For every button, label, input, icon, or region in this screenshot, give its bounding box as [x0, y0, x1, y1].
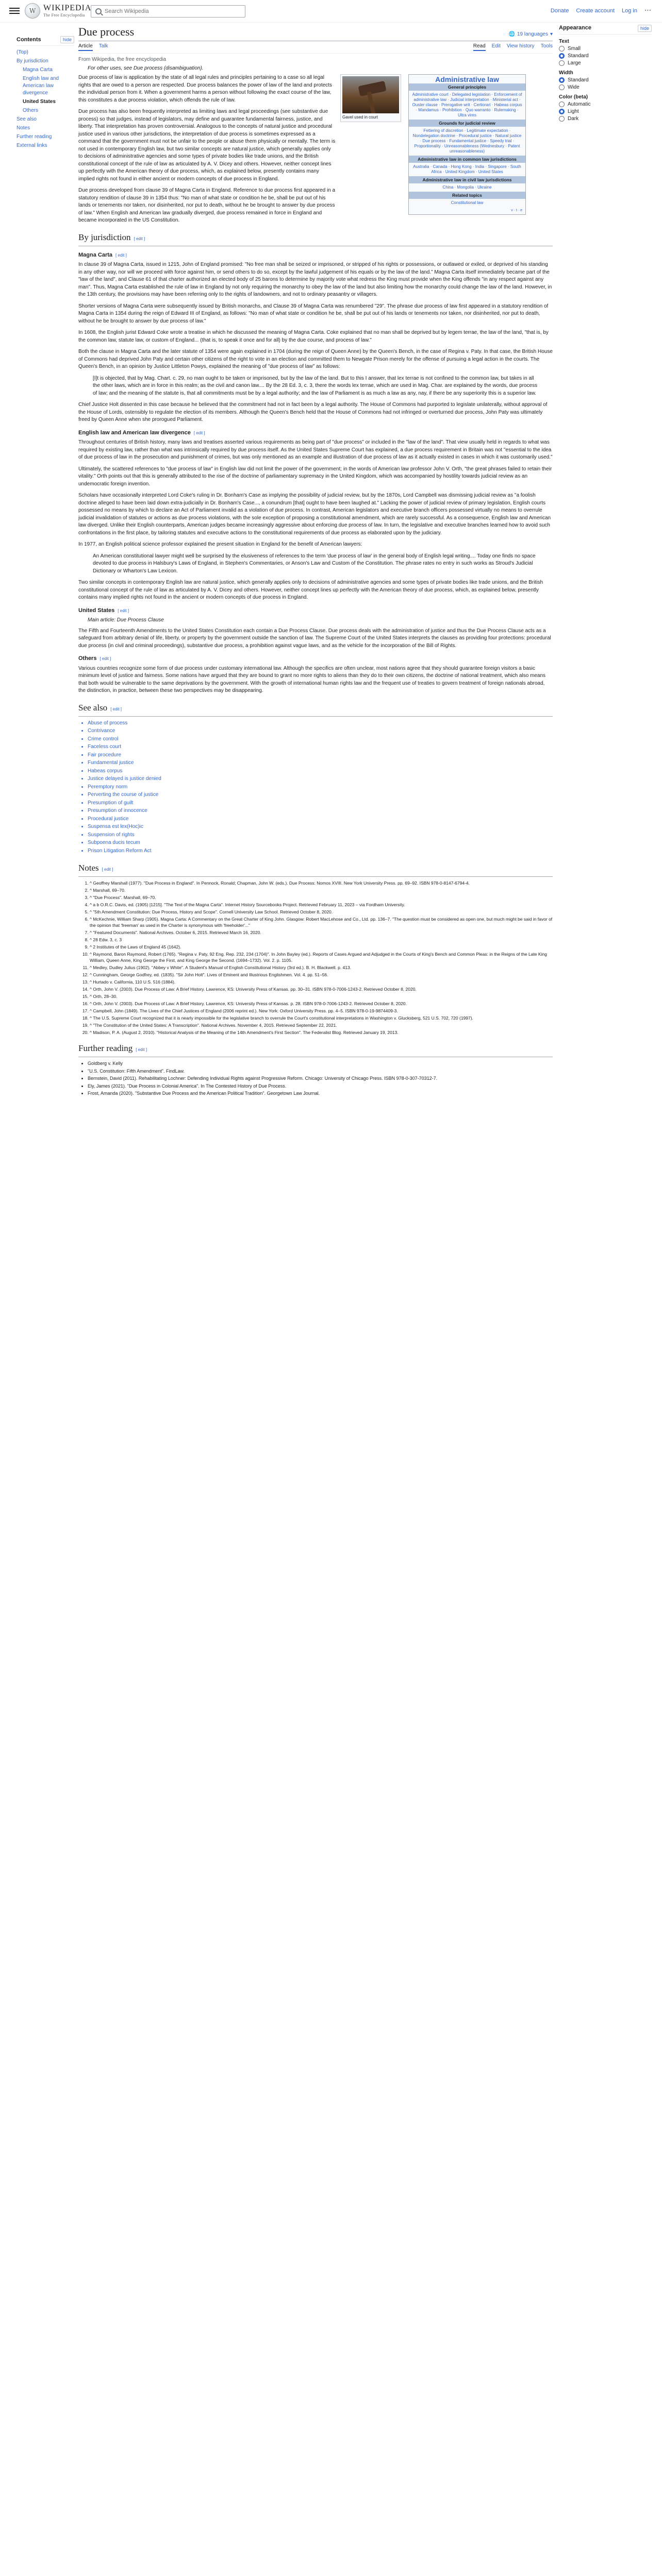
toc-item[interactable] [16, 66, 74, 74]
toc-item-label: Further reading [16, 134, 52, 140]
tab-talk[interactable]: Talk [98, 43, 108, 49]
see-also-item[interactable]: • Suspensa est lex(Hoc)ic [88, 823, 553, 831]
notes-list [78, 880, 553, 1036]
wikipedia-logo[interactable] [25, 3, 91, 19]
note-item: 10. ^ Raymond, Baron Raymond, Robert (1765). "Regina v. Paty, 92 Eng. Rep. 232, 234 (1704)". In John Bayley (ed.). Reports of Cases Argued and Adjudged in the Courts of King's Bench and Common Pleas: in the Reigns of the Late King William, Queen Anne, King George the First, and King George the Second. (1694–1732). Vol. 2. p. 1105. [90, 951, 553, 963]
note-item: 4. ^ a b O.R.C. Davis, ed. (1905) [1215]. "The Text of the Magna Carta". Internet History Sourcebooks Project. Retrieved February 11, 2023 – via Fordham University. [90, 902, 553, 908]
site-header [0, 0, 662, 23]
paragraph: Ultimately, the scattered references to "due process of law" in English law did not limit the power of the government; in the words of American law professor John V. Orth, "the great phrases failed to retain their vitality." Orth points out that this is generally attributed to the rise of the doctrine of parliamentary supremacy in the United Kingdom, which was accompanied by hostility towards judicial review as an undemocratic foreign invention. [78, 466, 552, 487]
see-also-item[interactable]: • Justice delayed is justice denied [88, 775, 553, 783]
note-item: 1. ^ Geoffrey Marshall (1977). "Due Process in England". In Pennock, Ronald; Chapman, John W. (eds.). Due Process: Nomos XVIII. New York University Press. pp. 69–92. ISBN 978-0-8147-6794-4. [90, 880, 553, 886]
paragraph: Throughout centuries of British history, many laws and treatises asserted various requirements as being part of "due process" or included in the "law of the land". That view usually held in regards to what was required by existing law, rather than what was intrinsically required by due process itself. As the United States Supreme Court has explained, a due process requirement in Britain was not "essential to the idea of due process of law in the prosecution and punishment of crimes, but was only mentioned as an example and illustration of due process of law as it actually existed in cases in which it was customarily used." [78, 439, 553, 460]
navbox-group-header: Grounds for judicial review [409, 120, 525, 127]
toc-item-label: Others [23, 108, 39, 113]
note-item: 2. ^ Marshall, 69–70. [90, 887, 553, 893]
note-item: 14. ^ Orth, John V. (2003). Due Process of Law: A Brief History. Lawrence, KS: University Press of Kansas. pp. 30–31. ISBN 978-0-7006-1243-2. Retrieved October 8, 2020. [90, 986, 553, 992]
edit-section-link[interactable]: [ edit ] [136, 1047, 147, 1052]
more-options-icon[interactable]: ⋯ [644, 6, 652, 14]
further-reading-item: • Goldberg v. Kelly [88, 1060, 553, 1067]
note-item: 6. ^ McKechnie, William Sharp (1905). Magna Carta: A Commentary on the Great Charter of King John. Glasgow: Robert MacLehose and Co., Ltd. pp. 136–7. "The question must be considered as open one, but much might be said in favor of the opinion that 'freeman' as used in the Charter is synonymous with 'freeholder'..." [90, 916, 553, 928]
appearance-option-label: Wide [568, 84, 580, 90]
section-title: Further reading [78, 1043, 133, 1053]
toc-item[interactable] [16, 49, 74, 56]
appearance-group [559, 70, 652, 90]
see-also-item[interactable]: • Perverting the course of justice [88, 791, 553, 799]
further-reading-item: • Bernstein, David (2011). Rehabilitating Lochner: Defending Individual Rights against Progressive Reform. Chicago: University of Chicago Press. ISBN 978-0-307-70312-7. [88, 1075, 553, 1082]
appearance-option[interactable] [559, 77, 652, 83]
toc-item-label: See also [16, 116, 37, 122]
appearance-group [559, 94, 652, 122]
edit-section-link[interactable]: [ edit ] [193, 430, 205, 435]
appearance-group-label: Width [559, 70, 573, 76]
see-also-item[interactable]: • Fundamental justice [88, 759, 553, 767]
lede-paragraph: Due process developed from clause 39 of Magna Carta in England. Reference to due process first appeared in a statutory rendition of clause 39 in 1354 thus: "No man of what state or condition he be, shall be put out of his lands or tenements nor taken, nor disinherited, nor put to death, without he be brought to answer by due process of law." When English and American law gradually diverged, due process remained in force in England and became incorporated in the US Constitution. [78, 188, 336, 223]
edit-section-link[interactable]: [ edit ] [110, 706, 122, 711]
paragraph: Scholars have occasionally interpreted Lord Coke's ruling in Dr. Bonham's Case as implying the possibility of judicial review, but by the 1870s, Lord Campbell was dismissing judicial review as "a foolish doctrine alleged to have been laid down extra-judicially in Dr. Bonham's Case..., a conundrum [that] ought to have been laughed at." Lacking the power of judicial review of primary legislation, English courts possessed no means by which to declare an Act of Parliament invalid as a violation of due process. In contrast, American legislators and executive branch officers possessed virtually no means to overrule judicial invalidation of statutes or actions as due process violations, with the sole exception of proposing a constitutional amendment, which are rarely successful. As a consequence, English law and American law diverged. Unlike their English counterparts, American judges became increasingly aggressive about enforcing due process of law. In turn, the legislative and executive branches learned how to avoid such confrontations in the first place, by tailoring statutes and executive actions to the constitutional requirements of due process as elaborated upon by the judiciary. [78, 493, 551, 536]
paragraph: In clause 39 of Magna Carta, issued in 1215, John of England promised: "No free man shall be seized or imprisoned, or stripped of his rights or possessions, or outlawed or exiled, or deprived of his standing in any other way, nor will we proceed with force against him, or send others to do so, except by the lawful judgement of his equals or by the law of the land." Magna Carta itself immediately became part of the "law of the land", and Clause 61 of that charter authorized an elected body of 25 barons to determine by majority vote what redress the King must provide when the King offends "in any respect against any man". Thus, Magna Carta established the rule of law in England by not only requiring the monarchy to obey the law of the land but also limiting how the monarchy could change the law of the land. However, in the 13th century, the provisions may have been referring only to the rights of landowners, and not to ordinary peasantry or villagers. [78, 262, 552, 297]
note-item: 13. ^ Hurtado v. California, 110 U.S. 516 (1884). [90, 979, 553, 985]
appearance-group-label: Text [559, 39, 569, 44]
note-item: 11. ^ Medley, Dudley Julius (1902). "Abbey v White". A Student's Manual of English Constitutional History (3rd ed.). B. H. Blackwell. p. 413. [90, 964, 553, 971]
note-item: 17. ^ Campbell, John (1849). The Lives of the Chief Justices of England (2006 reprint ed.). New York: Oxford University Press. pp. 4–5. ISBN 978-0-19-9874409-3. [90, 1008, 553, 1014]
main-menu-button[interactable] [9, 6, 20, 16]
block-quote: [I]t is objected, that by Mag. Chart. c. 29, no man ought to be taken or imprisoned, but by the law of the land. But to this I answer, that lex terrae is not confined to the common law, but takes in all the other laws, which are in force in this realm; as the civil and canon law.... By the 28 Ed. 3, c. 3, there the words lex terrae, which are used in Mag. Char. are explained by the words, due process of law; and the meaning of the statute is, that all commitments must be by a legal authority; and the law of Parliament is as much a law as any, nay, if there be any superiority this is a superior law. [93, 375, 538, 396]
edit-section-link[interactable]: [ edit ] [118, 608, 129, 613]
languages-button[interactable] [508, 31, 553, 37]
toc-item[interactable] [16, 116, 74, 123]
radio-button[interactable] [559, 84, 565, 90]
radio-button[interactable] [559, 46, 565, 52]
further-reading-list [78, 1060, 553, 1097]
note-item: 9. ^ 2 Institutes of the Laws of England 45 (1642). [90, 944, 553, 950]
search-box[interactable] [91, 5, 245, 18]
see-also-item[interactable]: • Prison Litigation Reform Act [88, 848, 553, 855]
tab-edit[interactable]: Edit [491, 43, 501, 49]
see-also-item[interactable]: • Abuse of process [88, 720, 553, 727]
appearance-option[interactable] [559, 101, 652, 107]
see-also-item[interactable]: • Peremptory norm [88, 784, 553, 791]
radio-button[interactable] [559, 60, 565, 66]
navbox-group-links[interactable]: Constitutional law [451, 200, 484, 205]
tab-tools[interactable]: Tools [540, 43, 553, 49]
section-heading [78, 702, 553, 717]
paragraph: In 1608, the English jurist Edward Coke wrote a treatise in which he discussed the meaning of Magna Carta. Coke explained that no man shall be deprived but by legem terrae, the law of the land, "that is, by the common law, statute law, or custom of England... (that is, to speak it once and for all) by the due course, and process of law." [78, 330, 549, 343]
toc-item-label: External links [16, 143, 47, 148]
appearance-panel [559, 25, 652, 123]
note-item: 20. ^ Madison, P. A. (August 2, 2010). "Historical Analysis of the Meaning of the 14th Amendment's First Section". The Federalist Blog. Retrieved January 19, 2013. [90, 1029, 553, 1036]
subsection-heading [78, 429, 553, 437]
note-item: 18. ^ The U.S. Supreme Court recognized that it is nearly impossible for the legislative branch to overrule the Court's constitutional interpretations in Washington v. Glucksberg, 521 U.S. 702, 720 (1997). [90, 1015, 553, 1021]
section-heading [78, 1043, 553, 1057]
hatnote: For other uses, see Due process (disambiguation). [88, 65, 204, 71]
navbox-group-links[interactable]: Administrative court · Delegated legislation · Enforcement of administrative law · Judicial interpretation · Ministerial act · Ouster clause · Prerogative writ · Certiorari · Habeas corpus · Mandamus · Prohibition · Quo warranto · Rulemaking · Ultra vires [412, 92, 522, 117]
appearance-option[interactable] [559, 109, 652, 114]
radio-button[interactable] [559, 109, 565, 114]
note-item: 19. ^ "The Constitution of the United States: A Transcription". National Archives. November 4, 2015. Retrieved September 22, 2021. [90, 1022, 553, 1028]
navbox-title[interactable]: Administrative law [435, 75, 499, 83]
toc-item-label: By jurisdiction [16, 58, 48, 64]
toc-hide-button[interactable]: hide [60, 36, 74, 43]
toc-item[interactable] [16, 133, 74, 141]
radio-button[interactable] [559, 77, 565, 83]
see-also-item[interactable]: • Suspension of rights [88, 832, 553, 839]
subsection-title: United States [78, 607, 115, 614]
further-reading-item: • Ely, James (2021). "Due Process in Colonial America". In The Contested History of Due Process. [88, 1083, 553, 1090]
translate-icon: 🌐 [508, 31, 515, 37]
paragraph: Chief Justice Holt dissented in this case because he believed that the commitment had not in fact been by a legal authority. The House of Commons had purported to legislate unilaterally, without approval of the House of Lords, ostensibly to regulate the election of its members. Although the Queen's Bench held that the House of Commons had not infringed or overturned due process, John Paty was ultimately freed by Queen Anne when she prorogued Parliament. [78, 402, 548, 422]
toc-item-label: Notes [16, 125, 30, 131]
section-heading [78, 232, 553, 246]
appearance-option[interactable] [559, 60, 652, 66]
toc-item[interactable] [16, 107, 74, 114]
subsection-heading [78, 251, 553, 260]
paragraph: Shorter versions of Magna Carta were subsequently issued by British monarchs, and Clause 39 of Magna Carta was renumbered "29". The phrase due process of law first appeared in a statutory rendition of Magna Carta in 1354 during the reign of Edward III of England, as follows: "No man of what state or condition he be, shall be put out of his lands or tenements nor taken, nor disinherited, nor put to death, without he be brought to answer by due process of law." [78, 303, 549, 324]
see-also-item[interactable]: • Contrivance [88, 727, 553, 735]
appearance-option-label: Standard [568, 77, 589, 83]
appearance-option[interactable] [559, 53, 652, 59]
section-title: See also [78, 702, 108, 713]
paragraph: Both the clause in Magna Carta and the later statute of 1354 were again explained in 1704 (during the reign of Queen Anne) by the Queen's Bench, in the case of Regina v. Paty. In that case, the British House of Commons had deprived John Paty and certain other citizens of the right to vote in an election and committed them to Newgate Prison merely for the offense of pursuing a legal action in the courts. The Queen's Bench, in an opinion by Justice Littleton Powys, explained the meaning of "due process of law" as follows: [78, 349, 553, 369]
note-item: 7. ^ "Featured Documents". National Archives. October 6, 2015. Retrieved March 16, 2020. [90, 929, 553, 936]
further-reading-item: • Frost, Amanda (2020). "Substantive Due Process and the American Political Tradition". Georgetown Law Journal. [88, 1090, 553, 1097]
block-quote: An American constitutional lawyer might well be surprised by the elusiveness of references to the term 'due process of law' in the general body of English legal writing.... Today one finds no space devoted to due process in Halsbury's Laws of England, in Stephen's Commentaries, or Anson's Law and Custom of the Constitution. The phrase rates no entry in such works as Stroud's Judicial Dictionary or Wharton's Law Lexicon. [93, 553, 536, 574]
note-item: 8. ^ 28 Edw. 3, c. 3 [90, 937, 553, 943]
toc-item[interactable] [16, 58, 74, 65]
chevron-down-icon: ▾ [550, 31, 553, 37]
see-also-item[interactable]: • Crime control [88, 736, 553, 743]
see-also-item[interactable]: • Subpoena ducis tecum [88, 839, 553, 847]
see-also-item[interactable]: • Presumption of guilt [88, 800, 553, 807]
appearance-option[interactable] [559, 46, 652, 52]
tab-read[interactable]: Read [473, 43, 486, 51]
navbox-vte[interactable]: v · t · e [511, 209, 522, 212]
navbox-group-links[interactable]: China · Mongolia · Ukraine [442, 185, 492, 190]
tab-view-history[interactable]: View history [506, 43, 535, 49]
see-also-item[interactable]: • Habeas corpus [88, 768, 553, 775]
subsection-title: Others [78, 655, 97, 662]
donate-link[interactable]: Donate [550, 8, 569, 14]
paragraph: Two similar concepts in contemporary English law are natural justice, which generally applies only to decisions of administrative agencies and some types of private bodies like trade unions, and the British constitutional concept of the rule of law as articulated by A. V. Dicey and others. However, neither concept lines up perfectly with the American theory of due process, which, as explained below, presently contains many implied rights not found in the ancient or modern concepts of due process in England. [78, 580, 543, 600]
create-account-link[interactable]: Create account [576, 8, 615, 14]
toc-title: Contents [16, 37, 41, 43]
toc-item-label: (Top) [16, 49, 28, 55]
radio-button[interactable] [559, 101, 565, 107]
page-title: Due process [78, 25, 135, 38]
subsection-heading [78, 655, 553, 663]
appearance-option[interactable] [559, 116, 652, 122]
appearance-option-label: Automatic [568, 101, 591, 107]
further-reading-item: • "U.S. Constitution: Fifth Amendment". FindLaw. [88, 1068, 553, 1075]
note-item: 3. ^ "Due Process". Marshall, 69–70. [90, 894, 553, 901]
edit-section-link[interactable]: [ edit ] [134, 236, 145, 241]
navbox-group-links[interactable]: Australia · Canada · Hong Kong · India · Singapore · South Africa · United Kingdom · United States [413, 164, 521, 174]
toc-item[interactable] [16, 98, 74, 106]
edit-section-link[interactable]: [ edit ] [102, 867, 113, 872]
toc-item-label: United States [23, 99, 56, 105]
see-also-item[interactable]: • Faceless court [88, 743, 553, 751]
appearance-option-label: Large [568, 60, 581, 66]
radio-button[interactable] [559, 53, 565, 59]
note-item: 16. ^ Orth, John V. (2003). Due Process of Law: A Brief History. Lawrence, KS: University Press of Kansas. p. 28. ISBN 978-0-7006-1243-2. Retrieved October 8, 2020. [90, 1001, 553, 1007]
lede-paragraph: Due process of law is application by the state of all legal rules and principles pertaining to a case so all legal rights that are owed to a person are respected. Due process balances the power of law of the land and protects the individual person from it. When a government harms a person without following the exact course of the law, this constitutes a due process violation, which offends the rule of law. [78, 75, 332, 103]
appearance-group-label: Color (beta) [559, 94, 588, 100]
login-link[interactable]: Log in [622, 8, 637, 14]
gavel-figure[interactable] [340, 74, 401, 122]
see-also-item[interactable]: • Fair procedure [88, 752, 553, 759]
administrative-law-navbox [408, 74, 526, 215]
languages-label: 19 languages [517, 31, 548, 37]
subsection-title: Magna Carta [78, 251, 113, 258]
toc-item[interactable] [16, 125, 74, 132]
table-of-contents [16, 36, 74, 151]
see-also-item[interactable]: • Presumption of innocence [88, 807, 553, 815]
appearance-title: Appearance [559, 25, 591, 31]
navbox-group-header: General principles [409, 83, 525, 91]
gavel-image[interactable] [342, 76, 399, 113]
subsection-heading [78, 607, 553, 615]
search-input[interactable] [105, 8, 245, 14]
note-item: 15. ^ Orth, 28–30. [90, 993, 553, 999]
main-content [78, 25, 553, 1098]
from-wikipedia: From Wikipedia, the free encyclopedia [78, 57, 167, 62]
see-also-item[interactable]: • Procedural justice [88, 816, 553, 823]
main-article-note: Main article: Due Process Clause [88, 617, 164, 623]
navbox-group-header: Related topics [409, 192, 525, 199]
figure-caption: Gavel used in court [342, 115, 378, 120]
section-title: Notes [78, 863, 99, 873]
edit-section-link[interactable]: [ edit ] [115, 252, 127, 258]
navbox-group-header: Administrative law in civil law jurisdictions [409, 176, 525, 183]
toc-item[interactable] [16, 142, 74, 149]
note-item: 5. ^ "5th Amendment Constitution: Due Process, History and Scope". Cornell University Law School. Retrieved October 8, 2020. [90, 909, 553, 915]
subsection-title: English law and American law divergence [78, 429, 191, 436]
paragraph: Various countries recognize some form of due process under customary international law. Although the specifics are often unclear, most nations agree that they should guarantee foreign visitors a basic minimum level of justice and fairness. Some nations have argued that they are bound to grant no more rights to aliens than they do to their own citizens, the doctrine of national treatment, which also means that both would be vulnerable to the same deprivations by the government. With the growth of international human rights law and the frequent use of treaties to govern treatment of foreign nationals abroad, the distinction, in practice, between these two perspectives may be disappearing. [78, 665, 546, 693]
appearance-option-label: Dark [568, 116, 579, 122]
search-icon [95, 8, 102, 14]
toc-item-label: Magna Carta [23, 67, 53, 73]
note-item: 12. ^ Cunningham, George Godfrey, ed. (1835). "Sir John Holt". Lives of Eminent and Illustrious Englishmen. Vol. 4. pp. 51–56. [90, 972, 553, 978]
appearance-option-label: Small [568, 46, 581, 52]
paragraph: In 1977, an English political science professor explained the present situation in England for the benefit of American lawyers: [78, 541, 362, 547]
tagline: The Free Encyclopedia [43, 13, 85, 18]
section-title: By jurisdiction [78, 232, 131, 242]
see-also-list [78, 720, 553, 856]
paragraph: The Fifth and Fourteenth Amendments to the United States Constitution each contain a Due Process Clause. Due process deals with the administration of justice and thus the Due Process Clause acts as a safeguard from arbitrary denial of life, liberty, or property by the government outside the sanction of law. The Supreme Court of the United States interprets the clauses as providing four protections: procedural due process (in civil and criminal proceedings), substantive due process, a prohibition against vague laws, and as the vehicle for the incorporation of the Bill of Rights. [78, 628, 551, 649]
radio-button[interactable] [559, 116, 565, 122]
toc-item[interactable] [16, 75, 74, 97]
lede [78, 74, 553, 225]
navbox-group-header: Administrative law in common law jurisdictions [409, 156, 525, 163]
appearance-option-label: Standard [568, 53, 589, 59]
appearance-group [559, 39, 652, 66]
tab-article[interactable]: Article [78, 43, 93, 51]
globe-icon: W [25, 3, 40, 19]
lede-paragraph: Due process has also been frequently interpreted as limiting laws and legal proceedings (see substantive due process) so that judges, instead of legislators, may define and guarantee fundamental fairness, justice, and liberty. That interpretation has proven controversial. Analogous to the concepts of natural justice and procedural justice used in various other jurisdictions, the interpretation of due process is sometimes expressed as a command that the government must not be unfair to the people or abuse them physically or mentally. The term is not used in contemporary English law, but two similar concepts are natural justice, which generally applies only to decisions of administrative agencies and some types of private bodies like trade unions, and the British constitutional concept of the rule of law as articulated by A. V. Dicey and others. However, neither concept lines up perfectly with the American theory of due process, which, as explained below, presently contains many implied rights not found in either ancient or modern concepts of due process in England. [78, 109, 336, 182]
appearance-option[interactable] [559, 84, 652, 90]
toc-item-label: English law and American law divergence [23, 76, 59, 96]
navbox-group-links[interactable]: Fettering of discretion · Legitimate expectation · Nondelegation doctrine · Procedural justice · Natural justice · Due process · Fundamental justice · Speedy trial · Proportionality · Unreasonableness (Wednesbury · Patent unreasonableness) [412, 128, 522, 154]
wordmark: WIKIPEDIA [43, 4, 92, 12]
section-heading [78, 862, 553, 877]
appearance-option-label: Light [568, 109, 579, 114]
edit-section-link[interactable]: [ edit ] [100, 656, 111, 661]
appearance-hide-button[interactable]: hide [638, 25, 652, 32]
